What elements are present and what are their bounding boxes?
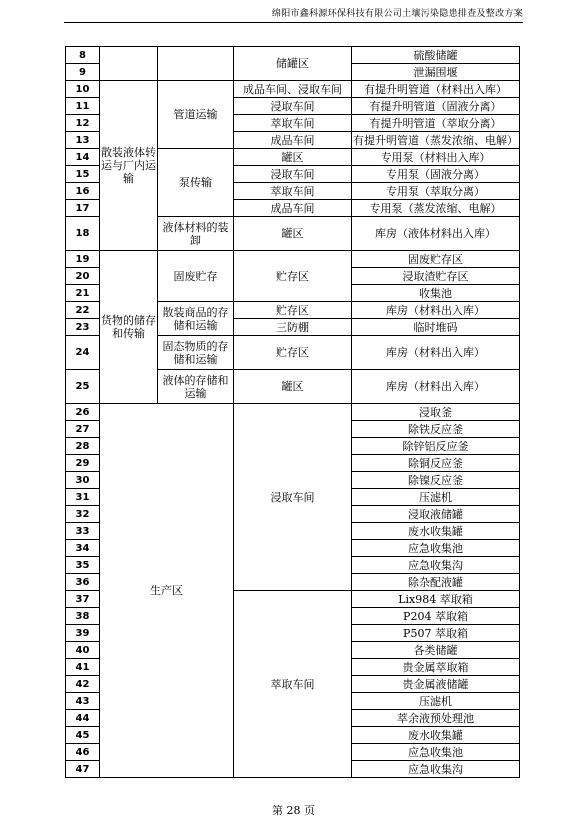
subcategory-cell: 液体材料的装卸 — [158, 217, 234, 251]
row-number: 27 — [66, 421, 100, 438]
area-cell: 贮存区 — [234, 336, 352, 370]
row-number: 14 — [66, 149, 100, 166]
item-cell: 有提升明管道（萃取分离） — [352, 115, 520, 132]
item-cell: 临时堆码 — [352, 319, 520, 336]
item-cell: 压滤机 — [352, 489, 520, 506]
area-cell: 三防棚 — [234, 319, 352, 336]
row-number: 23 — [66, 319, 100, 336]
subcategory-cell: 泵传输 — [158, 149, 234, 217]
document-header: 绵阳市鑫科源环保科技有限公司土壤污染隐患排查及整改方案 — [271, 9, 523, 19]
area-cell: 成品车间 — [234, 132, 352, 149]
row-number: 29 — [66, 455, 100, 472]
category-cell — [100, 47, 158, 81]
area-cell: 萃取车间 — [234, 591, 352, 778]
item-cell: 除铜反应釜 — [352, 455, 520, 472]
item-cell: 专用泵（材料出入库） — [352, 149, 520, 166]
item-cell: 库房（材料出入库） — [352, 336, 520, 370]
area-cell: 浸取车间 — [234, 98, 352, 115]
item-cell: 废水收集罐 — [352, 727, 520, 744]
item-cell: 库房（材料出入库） — [352, 302, 520, 319]
item-cell: 专用泵（萃取分离） — [352, 183, 520, 200]
area-cell: 罐区 — [234, 149, 352, 166]
row-number: 40 — [66, 642, 100, 659]
page-number: 第 28 页 — [272, 804, 315, 817]
row-number: 18 — [66, 217, 100, 251]
row-number: 34 — [66, 540, 100, 557]
row-number: 45 — [66, 727, 100, 744]
row-number: 44 — [66, 710, 100, 727]
row-number: 26 — [66, 404, 100, 421]
item-cell: 萃余液预处理池 — [352, 710, 520, 727]
area-cell: 储罐区 — [234, 47, 352, 81]
row-number: 10 — [66, 81, 100, 98]
item-cell: P507 萃取箱 — [352, 625, 520, 642]
row-number: 36 — [66, 574, 100, 591]
area-cell: 浸取车间 — [234, 166, 352, 183]
row-number: 9 — [66, 64, 100, 81]
area-cell: 浸取车间 — [234, 404, 352, 591]
row-number: 35 — [66, 557, 100, 574]
item-cell: 除镍反应釜 — [352, 472, 520, 489]
item-cell: P204 萃取箱 — [352, 608, 520, 625]
row-number: 31 — [66, 489, 100, 506]
table-row — [66, 404, 520, 421]
area-cell: 萃取车间 — [234, 183, 352, 200]
area-cell: 贮存区 — [234, 251, 352, 302]
subcategory-cell — [158, 47, 234, 81]
row-number: 46 — [66, 744, 100, 761]
row-number: 22 — [66, 302, 100, 319]
row-number: 11 — [66, 98, 100, 115]
row-number: 37 — [66, 591, 100, 608]
row-number: 13 — [66, 132, 100, 149]
row-number: 17 — [66, 200, 100, 217]
row-number: 32 — [66, 506, 100, 523]
item-cell: 应急收集池 — [352, 744, 520, 761]
item-cell: 浸取液储罐 — [352, 506, 520, 523]
item-cell: 有提升明管道（材料出入库） — [352, 81, 520, 98]
header-rule — [64, 22, 523, 23]
item-cell: 硫酸储罐 — [352, 47, 520, 64]
row-number: 25 — [66, 370, 100, 404]
category-cell: 生产区 — [100, 404, 234, 778]
hazard-table — [65, 46, 520, 778]
category-cell: 货物的储存和传输 — [100, 251, 158, 404]
item-cell: 贵金属萃取箱 — [352, 659, 520, 676]
item-cell: 固废贮存区 — [352, 251, 520, 268]
row-number: 42 — [66, 676, 100, 693]
subcategory-cell: 固态物质的存储和运输 — [158, 336, 234, 370]
row-number: 24 — [66, 336, 100, 370]
row-number: 20 — [66, 268, 100, 285]
item-cell: 泄漏围堰 — [352, 64, 520, 81]
item-cell: 有提升明管道（固液分离） — [352, 98, 520, 115]
row-number: 33 — [66, 523, 100, 540]
item-cell: 浸取釜 — [352, 404, 520, 421]
row-number: 28 — [66, 438, 100, 455]
area-cell: 罐区 — [234, 217, 352, 251]
item-cell: 压滤机 — [352, 693, 520, 710]
area-cell: 成品车间、浸取车间 — [234, 81, 352, 98]
item-cell: 库房（液体材料出入库） — [352, 217, 520, 251]
item-cell: 应急收集沟 — [352, 557, 520, 574]
row-number: 43 — [66, 693, 100, 710]
table-row — [66, 251, 520, 268]
subcategory-cell: 固废贮存 — [158, 251, 234, 302]
row-number: 12 — [66, 115, 100, 132]
subcategory-cell: 管道运输 — [158, 81, 234, 149]
row-number: 30 — [66, 472, 100, 489]
row-number: 19 — [66, 251, 100, 268]
item-cell: Lix984 萃取箱 — [352, 591, 520, 608]
item-cell: 浸取渣贮存区 — [352, 268, 520, 285]
category-cell: 散装液体转运与厂内运输 — [100, 81, 158, 251]
item-cell: 应急收集沟 — [352, 761, 520, 778]
item-cell: 应急收集池 — [352, 540, 520, 557]
item-cell: 除杂配液罐 — [352, 574, 520, 591]
row-number: 39 — [66, 625, 100, 642]
item-cell: 除铁反应釜 — [352, 421, 520, 438]
item-cell: 废水收集罐 — [352, 523, 520, 540]
table-row — [66, 81, 520, 98]
item-cell: 贵金属液储罐 — [352, 676, 520, 693]
row-number: 41 — [66, 659, 100, 676]
area-cell: 贮存区 — [234, 302, 352, 319]
row-number: 15 — [66, 166, 100, 183]
area-cell: 萃取车间 — [234, 115, 352, 132]
row-number: 38 — [66, 608, 100, 625]
subcategory-cell: 液体的存储和运输 — [158, 370, 234, 404]
item-cell: 专用泵（固液分离） — [352, 166, 520, 183]
item-cell: 各类储罐 — [352, 642, 520, 659]
area-cell: 罐区 — [234, 370, 352, 404]
row-number: 47 — [66, 761, 100, 778]
table-row — [66, 47, 520, 64]
row-number: 8 — [66, 47, 100, 64]
item-cell: 专用泵（蒸发浓缩、电解） — [352, 200, 520, 217]
item-cell: 库房（材料出入库） — [352, 370, 520, 404]
area-cell: 成品车间 — [234, 200, 352, 217]
row-number: 21 — [66, 285, 100, 302]
subcategory-cell: 散装商品的存储和运输 — [158, 302, 234, 336]
item-cell: 除锌铝反应釜 — [352, 438, 520, 455]
item-cell: 收集池 — [352, 285, 520, 302]
row-number: 16 — [66, 183, 100, 200]
item-cell: 有提升明管道（蒸发浓缩、电解） — [353, 133, 518, 147]
